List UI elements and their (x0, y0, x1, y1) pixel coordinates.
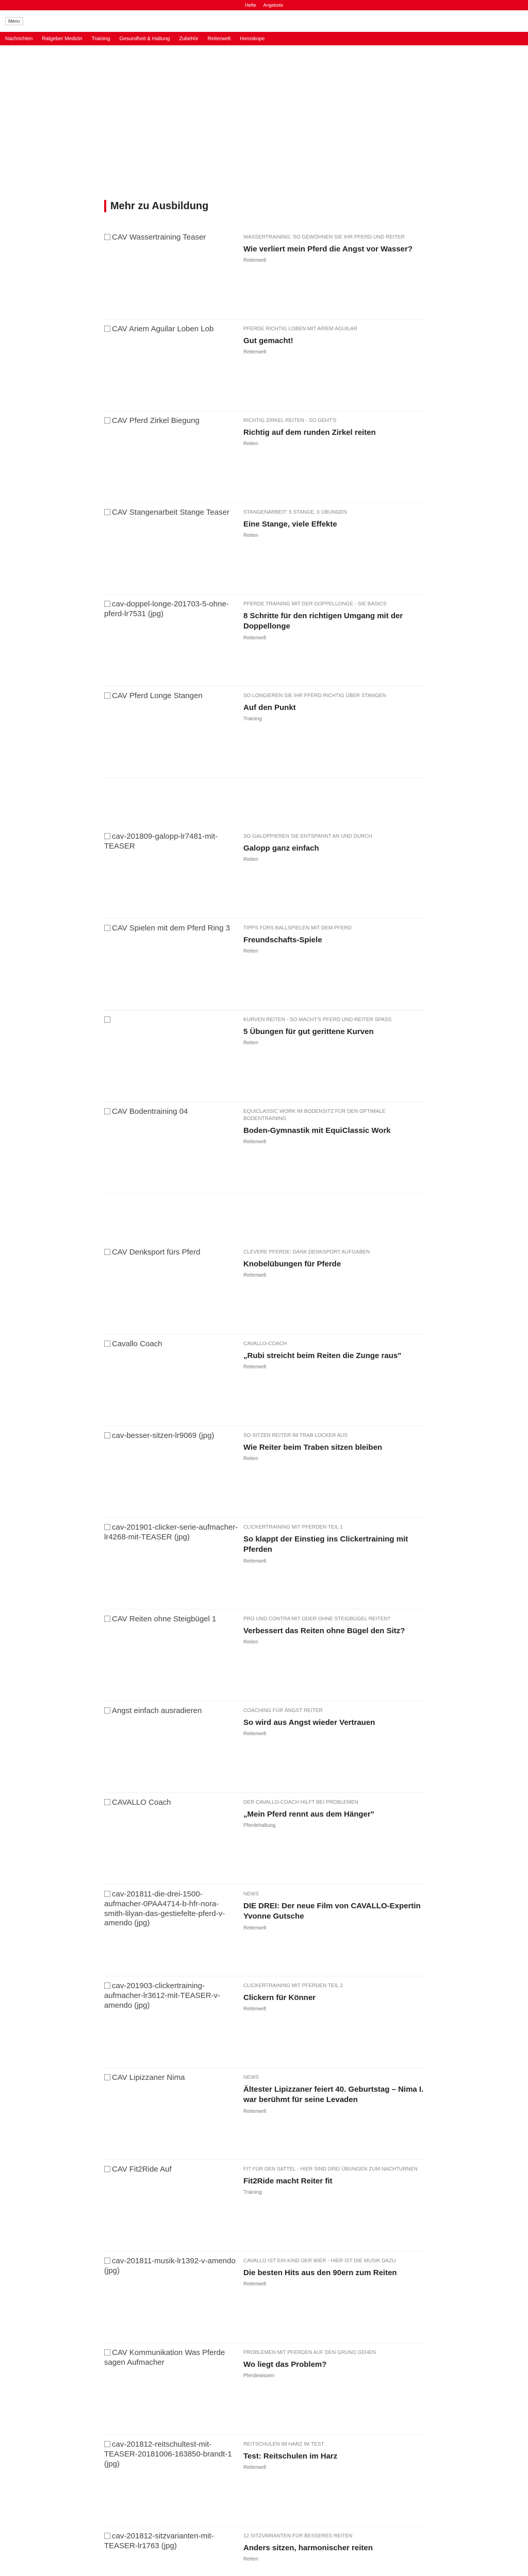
broken-image-icon (104, 1524, 110, 1530)
article-teaser[interactable] (104, 1976, 424, 2068)
article-category[interactable]: Reiterwelt (243, 1139, 267, 1145)
article-image[interactable] (104, 508, 243, 580)
article-teaser[interactable] (104, 1609, 424, 1701)
article-teaser[interactable] (104, 686, 424, 778)
article-teaser[interactable] (104, 1010, 424, 1102)
article-category[interactable]: Reiterwelt (243, 635, 267, 641)
article-teaser[interactable] (104, 2068, 424, 2160)
article-headline[interactable]: Verbessert das Reiten ohne Bügel den Sitz? (243, 1626, 405, 1635)
nav-item-nachrichten[interactable]: Nachrichten (5, 36, 33, 42)
article-image[interactable] (104, 1107, 243, 1179)
broken-image-icon (104, 1341, 110, 1347)
article-image[interactable] (104, 2257, 243, 2329)
article-category[interactable]: Pferdewissen (243, 2373, 275, 2379)
broken-image-icon (104, 1108, 110, 1114)
article-image-alt: cav-besser-sitzen-lr9069 (jpg) (112, 1431, 214, 1440)
article-list (104, 228, 424, 2576)
broken-image-icon (104, 2533, 110, 2539)
article-kicker: STANGENARBEIT: 5 STANGE, 6 ÜBUNGEN (243, 510, 347, 515)
article-kicker: PRO UND CONTRA MIT ODER OHNE STEIGBÜGEL REITEN? (243, 1616, 391, 1622)
article-category[interactable]: Reiterwelt (243, 1558, 267, 1564)
main-content (0, 200, 528, 2576)
article-image[interactable] (104, 1431, 243, 1503)
article-image[interactable] (104, 1248, 243, 1320)
article-headline[interactable]: Richtig auf dem runden Zirkel reiten (243, 428, 376, 437)
broken-image-icon (104, 1891, 110, 1897)
broken-image-icon (104, 1707, 110, 1714)
broken-image-icon (104, 1016, 110, 1023)
article-image-alt: Angst einfach ausradieren (112, 1706, 202, 1715)
article-headline[interactable]: Gut gemacht! (243, 336, 293, 345)
broken-image-icon (104, 2074, 110, 2080)
article-image-alt: cav-201811-die-drei-1500-aufmacher-0PAA4714-b-hfr-nora-smith-lilyan-das-gestiefelte-pferd-v-amendo (jpg) (104, 1890, 225, 1928)
article-kicker: CAVALLO IST EIN KIND DER 90ER - HIER IST DIE MUSIK DAZU (243, 2258, 396, 2264)
article-headline[interactable]: Wie Reiter beim Traben sitzen bleiben (243, 1443, 383, 1452)
article-headline[interactable]: Knobelübungen für Pferde (243, 1260, 341, 1268)
article-category[interactable]: Reiten (243, 1639, 258, 1646)
article-teaser[interactable] (104, 2251, 424, 2343)
article-kicker: SO LONGIEREN SIE IHR PFERD RICHTIG ÜBER STANGEN (243, 693, 386, 699)
article-headline[interactable]: DIE DREI: Der neue Film von CAVALLO-Expertin Yvonne Gutsche (243, 1902, 421, 1921)
broken-image-icon (104, 1799, 110, 1805)
article-headline[interactable]: Freundschafts-Spiele (243, 936, 322, 944)
article-image[interactable] (104, 691, 243, 764)
article-image[interactable] (104, 832, 243, 904)
article-category[interactable]: Reiten (243, 1456, 258, 1462)
article-category[interactable]: Reiterwelt (243, 2108, 267, 2114)
article-image-alt: CAV Stangenarbeit Stange Teaser (112, 508, 229, 517)
article-image-alt: cav-201901-clicker-serie-aufmacher-lr4268-mit-TEASER (jpg) (104, 1523, 238, 1541)
article-teaser[interactable] (104, 1701, 424, 1793)
article-image-alt: CAV Pferd Zirkel Biegung (112, 416, 200, 425)
content-container (104, 200, 424, 2576)
article-headline[interactable]: Anders sitzen, harmonischer reiten (243, 2544, 373, 2552)
article-image[interactable] (104, 1890, 243, 1962)
broken-image-icon (104, 601, 110, 607)
article-headline[interactable]: Wo liegt das Problem? (243, 2360, 327, 2369)
header (0, 10, 528, 32)
article-category[interactable]: Reiten (243, 533, 258, 539)
article-image[interactable] (104, 924, 243, 996)
article-image[interactable] (104, 2165, 243, 2237)
article-category[interactable]: Reiterwelt (243, 1925, 267, 1931)
article-image[interactable] (104, 325, 243, 397)
article-kicker: SO GALOPPIEREN SIE ENTSPANNT AN UND DURCH (243, 834, 372, 839)
article-headline[interactable]: Test: Reitschulen im Harz (243, 2452, 338, 2461)
article-teaser[interactable] (104, 1793, 424, 1885)
article-image-alt: cav-doppel-longe-201703-5-ohne-pferd-lr7531 (jpg) (104, 600, 229, 618)
article-kicker: CAVALLO-COACH (243, 1341, 287, 1347)
article-headline[interactable]: Wie verliert mein Pferd die Angst vor Wasser? (243, 245, 413, 253)
article-image-alt: CAV Bodentraining 04 (112, 1107, 188, 1116)
broken-image-icon (104, 1982, 110, 1989)
article-teaser[interactable] (104, 827, 424, 919)
broken-image-icon (104, 234, 110, 240)
article-image[interactable] (104, 1798, 243, 1870)
nav-item-horoskope[interactable]: Horoskope (240, 36, 265, 42)
article-image[interactable] (104, 2348, 243, 2420)
article-image[interactable] (104, 416, 243, 488)
article-image-alt: cav-201812-reitschultest-mit-TEASER-20181006-163850-brandt-1 (jpg) (104, 2440, 232, 2468)
article-teaser[interactable] (104, 1426, 424, 1518)
article-category[interactable]: Reiten (243, 948, 258, 955)
article-headline[interactable]: So wird aus Angst wieder Vertrauen (243, 1718, 375, 1727)
article-teaser[interactable] (104, 228, 424, 319)
section-title: Mehr zu Ausbildung (104, 200, 424, 212)
article-image-alt: CAVALLO Coach (112, 1798, 171, 1807)
article-category[interactable]: Reiten (243, 857, 258, 863)
article-kicker: PFERDE RICHTIG LOBEN MIT ARIEM AGUILAR (243, 326, 357, 332)
nav-item-gesundheit[interactable]: Gesundheit & Haltung (119, 36, 170, 42)
broken-image-icon (104, 2349, 110, 2355)
article-teaser[interactable] (104, 1518, 424, 1609)
article-image-alt: CAV Wassertraining Teaser (112, 233, 206, 242)
article-image[interactable] (104, 1523, 243, 1595)
nav-item-reiterwelt[interactable]: Reiterwelt (207, 36, 231, 42)
broken-image-icon (104, 2166, 110, 2172)
article-kicker: CLEVERE PFERDE: DANK DENKSPORT AUFGABEN (243, 1249, 370, 1255)
article-image-alt: CAV Fit2Ride Auf (112, 2165, 172, 2174)
main-nav (0, 32, 528, 45)
topbar-link-angebote[interactable]: Angebote (263, 3, 284, 8)
article-teaser[interactable] (104, 411, 424, 503)
article-image-alt: CAV Reiten ohne Steigbügel 1 (112, 1615, 217, 1623)
nav-item-ratgeber-medizin[interactable]: Ratgeber Medizin (42, 36, 82, 42)
article-image[interactable] (104, 233, 243, 305)
topbar-link-hefte[interactable]: Hefte (244, 3, 256, 8)
article-kicker: WASSERTRAINING: SO GEWÖHNEN SIE IHR PFERD UND REITER (243, 234, 405, 240)
article-category[interactable]: Reiten (243, 2556, 258, 2563)
article-kicker: COACHING FÜR ÄNGST REITER (243, 1708, 323, 1714)
article-teaser[interactable] (104, 503, 424, 595)
article-headline[interactable]: 5 Übungen für gut gerittene Kurven (243, 1027, 374, 1036)
article-category[interactable]: Reiterwelt (243, 349, 267, 355)
article-kicker: FIT FÜR DEN SATTEL - HIER SIND DREI ÜBUNGEN ZUM NACHTURNEN (243, 2166, 418, 2172)
article-headline[interactable]: „Rubi streicht beim Reiten die Zunge raus" (243, 1351, 402, 1360)
article-headline[interactable]: 8 Schritte für den richtigen Umgang mit der Doppellonge (243, 612, 403, 631)
broken-image-icon (104, 2258, 110, 2264)
article-teaser[interactable] (104, 1334, 424, 1426)
broken-image-icon (104, 1432, 110, 1438)
nav-item-zubehoer[interactable]: Zubehör (179, 36, 199, 42)
broken-image-icon (104, 509, 110, 515)
article-category[interactable]: Training (243, 2190, 262, 2196)
article-image[interactable] (104, 2073, 243, 2145)
top-bar (0, 0, 528, 10)
article-image-alt: CAV Pferd Longe Stangen (112, 691, 203, 700)
article-kicker: NEWS (243, 2075, 259, 2080)
article-category[interactable]: Reiterwelt (243, 2465, 267, 2471)
article-category[interactable]: Pferdehaltung (243, 1823, 276, 1829)
article-teaser[interactable] (104, 2527, 424, 2576)
broken-image-icon (104, 692, 110, 699)
article-category[interactable]: Reiten (243, 1040, 258, 1046)
article-category[interactable]: Reiterwelt (243, 1364, 267, 1370)
article-kicker: CLICKERTRAINING MIT PFERDEN TEIL 1 (243, 1524, 343, 1530)
article-headline[interactable]: So klappt der Einstieg ins Clickertraining mit Pferden (243, 1535, 408, 1554)
article-headline[interactable]: Clickern für Könner (243, 1993, 316, 2002)
article-image[interactable] (104, 1015, 243, 1088)
broken-image-icon (104, 1249, 110, 1255)
article-kicker: DER CAVALLO-COACH HILFT BEI PROBLEMEN (243, 1800, 358, 1805)
article-image-alt: cav-201903-clickertraining-aufmacher-lr3612-mit-TEASER-v-amendo (jpg) (104, 1981, 221, 2010)
article-image-alt: CAV Denksport fürs Pferd (112, 1248, 201, 1257)
article-image-alt: CAV Ariem Aguilar Loben Lob (112, 325, 214, 333)
nav-item-training[interactable]: Training (91, 36, 110, 42)
article-category[interactable]: Reiterwelt (243, 258, 267, 264)
broken-image-icon (104, 2441, 110, 2447)
article-category[interactable]: Training (243, 716, 262, 722)
broken-image-icon (104, 833, 110, 839)
article-kicker: RICHTIG ZIRKEL REITEN - SO GEHT'S (243, 418, 337, 423)
article-headline[interactable]: Galopp ganz einfach (243, 844, 319, 853)
article-headline[interactable]: Ältester Lipizzaner feiert 40. Geburtstag – Nima I. war berühmt für seine Levaden (243, 2085, 424, 2105)
article-image[interactable] (104, 1706, 243, 1778)
article-image[interactable] (104, 1981, 243, 2054)
article-kicker: PFERDE TRAINING MIT DER DOPPELLONGE - SIE BASICS (243, 601, 387, 607)
article-headline[interactable]: „Mein Pferd rennt aus dem Hänger" (243, 1810, 374, 1819)
article-kicker: EQUICLASSIC WORK IM BODENSITZ FÜR DEN OPTIMALE BODENTRAINING (243, 1109, 386, 1122)
broken-image-icon (104, 417, 110, 423)
article-image[interactable] (104, 1340, 243, 1412)
article-image[interactable] (104, 1615, 243, 1687)
article-teaser[interactable] (104, 919, 424, 1010)
article-headline[interactable]: Auf den Punkt (243, 703, 296, 712)
broken-image-icon (104, 326, 110, 332)
article-image-alt: CAV Lipizzaner Nima (112, 2073, 185, 2082)
article-category[interactable]: Reiterwelt (243, 1273, 267, 1279)
article-kicker: CLICKERTRAINING MIT PFERDEN TEIL 2 (243, 1983, 343, 1989)
article-kicker: SO SITZEN REITER IM TRAB LOCKER AUS (243, 1433, 348, 1438)
broken-image-icon (104, 1616, 110, 1622)
article-headline[interactable]: Boden-Gymnastik mit EquiClassic Work (243, 1126, 391, 1135)
article-image-alt: cav-201812-sitzvarianten-mit-TEASER-lr1763 (jpg) (104, 2532, 214, 2550)
article-image-alt: cav-201811-musik-lr1392-v-amendo (jpg) (104, 2257, 236, 2275)
article-image-alt: cav-201809-galopp-lr7481-mit-TEASER (104, 832, 218, 851)
article-kicker: 12 SITZVARIANTEN FÜR BESSERES REITEN (243, 2533, 353, 2539)
broken-image-icon (104, 925, 110, 931)
article-kicker: TIPPS FÜRS BALLSPIELEN MIT DEM PFERD (243, 925, 352, 931)
article-image-alt: CAV Kommunikation Was Pferde sagen Aufmacher (104, 2348, 225, 2367)
article-teaser[interactable] (104, 2343, 424, 2435)
article-image-alt: Cavallo Coach (112, 1340, 162, 1348)
article-teaser[interactable] (104, 319, 424, 411)
article-kicker: KURVEN REITEN - SO MACHT'S PFERD UND REITER SPASS (243, 1017, 392, 1023)
article-image[interactable] (104, 600, 243, 672)
article-headline[interactable]: Fit2Ride macht Reiter fit (243, 2177, 333, 2185)
article-kicker: REITSCHULEN IM HARZ IM TEST (243, 2442, 324, 2447)
article-kicker: PROBLEMEN MIT PFERDEN AUF DEN GRUND GEHEN (243, 2350, 376, 2355)
article-teaser[interactable] (104, 595, 424, 686)
article-category[interactable]: Reiterwelt (243, 1731, 267, 1737)
article-image[interactable] (104, 2440, 243, 2512)
article-kicker: NEWS (243, 1891, 259, 1897)
article-teaser[interactable] (104, 2160, 424, 2251)
article-headline[interactable]: Die besten Hits aus den 90ern zum Reiten (243, 2268, 397, 2277)
article-teaser[interactable] (104, 1102, 424, 1194)
article-image-alt: CAV Spielen mit dem Pferd Ring 3 (112, 924, 230, 933)
article-headline[interactable]: Eine Stange, viele Effekte (243, 520, 337, 529)
article-image[interactable] (104, 2532, 243, 2576)
article-teaser[interactable] (104, 2435, 424, 2527)
article-category[interactable]: Reiterwelt (243, 2006, 267, 2012)
article-teaser[interactable] (104, 1885, 424, 1976)
menu-button[interactable]: Menu (5, 17, 23, 25)
article-teaser[interactable] (104, 1243, 424, 1334)
article-category[interactable]: Reiten (243, 441, 258, 447)
article-category[interactable]: Reiterwelt (243, 2281, 267, 2287)
